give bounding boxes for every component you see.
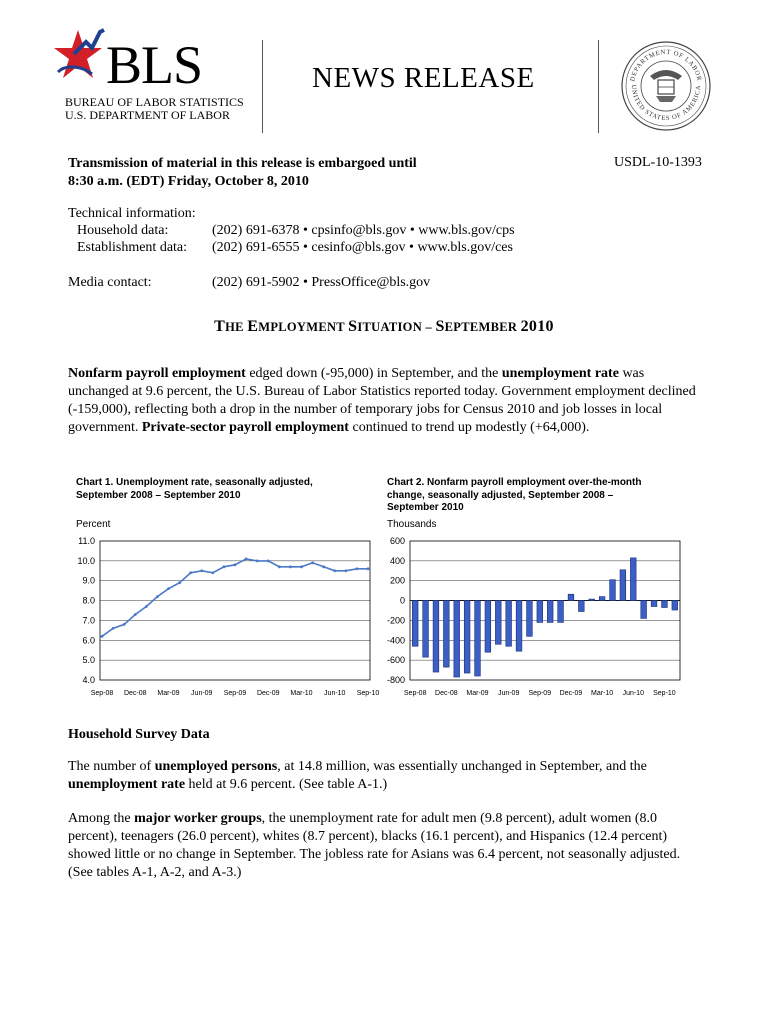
y-tick-label: 5.0 [82, 655, 95, 666]
unemployment-rate-series [102, 559, 368, 636]
header-divider-left [262, 40, 263, 133]
data-point [178, 581, 181, 584]
chart2-payroll-change [370, 532, 700, 702]
y-tick-label: 600 [389, 536, 405, 546]
title-part: MPLOYMENT [258, 320, 349, 334]
data-point [344, 569, 347, 572]
bar [433, 601, 439, 672]
chart1-unemployment-rate [60, 532, 380, 702]
bar [423, 601, 429, 658]
x-tick-label: Mar-10 [591, 690, 614, 697]
y-tick-label: -600 [386, 655, 405, 666]
bar [662, 601, 668, 608]
household-data-label: Household data: [77, 223, 169, 238]
y-tick-label: 9.0 [82, 575, 95, 586]
bar [412, 601, 418, 647]
bar [568, 594, 574, 600]
title-part: S [348, 318, 358, 335]
x-tick-label: Jun-10 [324, 690, 346, 697]
bar [672, 601, 678, 610]
bar [641, 601, 647, 619]
x-tick-label: Sep-09 [528, 690, 552, 697]
bar [464, 601, 470, 673]
household-bold: major worker groups [134, 811, 262, 826]
household-text: , at 14.8 million, was essentially unchanged in September, and the [277, 759, 647, 774]
data-point [189, 571, 192, 574]
y-tick-label: 400 [389, 555, 405, 566]
x-tick-label: Mar-09 [466, 690, 489, 697]
bar [651, 601, 657, 607]
bureau-line-2: U.S. DEPARTMENT OF LABOR [65, 108, 230, 122]
title-part: S [435, 318, 445, 335]
household-text: Among the [68, 811, 135, 826]
embargo-line-2: 8:30 a.m. (EDT) Friday, October 8, 2010 [68, 174, 309, 189]
bar [516, 601, 522, 652]
bar [475, 601, 481, 676]
data-point [333, 569, 336, 572]
data-point [278, 565, 281, 568]
intro-bold: Private-sector payroll employment [141, 420, 349, 435]
data-point [256, 559, 259, 562]
data-point [134, 613, 137, 616]
chart2-title-line: September 2010 [387, 502, 464, 513]
household-bold: unemployment rate [68, 777, 186, 792]
bar [506, 601, 512, 647]
intro-bold: unemployment rate [501, 366, 619, 381]
data-point [167, 587, 170, 590]
household-paragraph-2 [68, 810, 698, 882]
y-tick-label: 6.0 [82, 635, 95, 646]
chart2-ylabel: Thousands [387, 519, 437, 530]
page-title [0, 318, 768, 336]
y-tick-label: 7.0 [82, 615, 95, 626]
household-text: held at 9.6 percent. (See table A-1.) [185, 777, 388, 792]
bar [620, 570, 626, 601]
x-tick-label: Jun-09 [497, 690, 520, 697]
bar [558, 601, 564, 623]
bureau-name [65, 96, 244, 122]
tech-info-label: Technical information: [68, 206, 196, 221]
dol-seal-icon [620, 40, 712, 132]
establishment-data-label: Establishment data: [77, 240, 188, 255]
intro-bold: Nonfarm payroll employment [68, 366, 246, 381]
x-tick-label: Dec-08 [123, 690, 147, 697]
bar [485, 601, 491, 653]
data-point [289, 565, 292, 568]
intro-text: was unchanged at 9.6 percent, the U.S. Bureau of Labor Statistics reported today. Government employment declined (-159,000), reflecting both a drop in the number of temporary jobs for Census 2010 and job losses in local government. [68, 366, 696, 435]
chart2-title [387, 477, 641, 515]
data-point [267, 559, 270, 562]
household-data-contact[interactable]: (202) 691-6378 • cpsinfo@bls.gov • www.bls.gov/cps [212, 223, 515, 238]
x-tick-label: Mar-09 [157, 690, 180, 697]
embargo-notice [68, 155, 417, 191]
title-part: EPTEMBER [444, 320, 521, 334]
media-contact-label: Media contact: [68, 275, 152, 290]
y-tick-label: 200 [389, 575, 405, 586]
intro-text: continued to trend up modestly (+64,000). [348, 420, 590, 435]
media-contact-value[interactable]: (202) 691-5902 • PressOffice@bls.gov [212, 275, 431, 290]
bar [599, 597, 605, 601]
x-tick-label: Sep-09 [223, 690, 247, 697]
household-text: The number of [68, 759, 155, 774]
x-tick-label: Sep-08 [403, 690, 427, 697]
data-point [101, 635, 104, 638]
title-part: 2010 [520, 318, 554, 335]
svg-text:DEPARTMENT OF LABOR: DEPARTMENT OF LABOR [629, 48, 703, 83]
bar [443, 601, 449, 668]
data-point [234, 563, 237, 566]
y-tick-label: -200 [386, 615, 405, 626]
chart1-ylabel: Percent [76, 519, 111, 530]
x-tick-label: Jun-09 [191, 690, 213, 697]
household-heading: Household Survey Data [68, 727, 210, 742]
bar [589, 599, 595, 600]
y-tick-label: 8.0 [82, 595, 95, 606]
chart1-title [76, 477, 313, 502]
news-release-heading: NEWS RELEASE [312, 62, 535, 94]
x-tick-label: Mar-10 [290, 690, 313, 697]
x-tick-label: Jun-10 [622, 690, 644, 697]
y-tick-label: -800 [386, 675, 405, 685]
data-point [145, 605, 148, 608]
bar [537, 601, 543, 623]
title-part: T [214, 318, 226, 335]
y-tick-label: 11.0 [78, 536, 95, 546]
chart1-title-line: Chart 1. Unemployment rate, seasonally adjusted, [76, 477, 313, 488]
bureau-line-1: BUREAU OF LABOR STATISTICS [65, 95, 244, 109]
y-tick-label: 0 [399, 595, 405, 606]
chart2-title-line: Chart 2. Nonfarm payroll employment over-the-month [387, 477, 642, 488]
header-divider-right [598, 40, 599, 133]
chart2-title-line: change, seasonally adjusted, September 2008 – [387, 489, 614, 501]
data-point [223, 565, 226, 568]
bls-star-logo-icon [52, 24, 112, 92]
x-tick-label: Dec-09 [559, 690, 583, 697]
intro-paragraph [68, 365, 698, 437]
data-point [311, 561, 314, 564]
household-paragraph-1 [68, 758, 698, 794]
data-point [211, 571, 214, 574]
bar [578, 601, 584, 612]
household-text: , the unemployment rate for adult men (9.8 percent), adult women (8.0 percent), teenagers (26.0 percent), whites (8.7 percent), blacks (16.1 percent), and Hispanics (12.4 percent) showed little or no change in September. The jobless rate for Asians was 6.4 percent, not seasonally adjusted. (See tables A-1, A-2, and A-3.) [68, 811, 681, 880]
y-tick-label: 10.0 [77, 555, 95, 566]
data-point [367, 567, 370, 570]
title-part: E [247, 318, 259, 335]
bar [610, 580, 616, 601]
release-id: USDL-10-1393 [614, 155, 702, 170]
data-point [300, 565, 303, 568]
y-tick-label: -400 [386, 635, 405, 646]
title-part: ITUATION – [357, 320, 436, 334]
x-tick-label: Sep-10 [356, 690, 380, 697]
data-point [356, 567, 359, 570]
plot-frame [410, 541, 680, 680]
data-point [156, 595, 159, 598]
svg-text:UNITED STATES OF AMERICA: UNITED STATES OF AMERICA [629, 84, 703, 123]
x-tick-label: Dec-09 [256, 690, 280, 697]
x-tick-label: Dec-08 [435, 690, 458, 697]
data-point [200, 569, 203, 572]
establishment-data-contact[interactable]: (202) 691-6555 • cesinfo@bls.gov • www.bls.gov/ces [212, 240, 513, 255]
bar [547, 601, 553, 623]
embargo-line-1: Transmission of material in this release is embargoed until [68, 156, 417, 171]
y-tick-label: 4.0 [82, 675, 95, 685]
bls-logo-text: BLS [106, 35, 203, 95]
x-tick-label: Sep-10 [653, 690, 676, 697]
data-point [245, 557, 248, 560]
bar [527, 601, 533, 637]
data-point [322, 565, 325, 568]
data-point [112, 627, 115, 630]
bar [454, 601, 460, 677]
title-part: HE [225, 320, 248, 334]
bar [630, 558, 636, 601]
intro-text: edged down (-95,000) in September, and the [245, 366, 502, 381]
chart1-title-line: September 2008 – September 2010 [76, 489, 241, 501]
data-point [123, 623, 126, 626]
household-bold: unemployed persons [154, 759, 278, 774]
x-tick-label: Sep-08 [90, 690, 114, 697]
bar [495, 601, 501, 645]
